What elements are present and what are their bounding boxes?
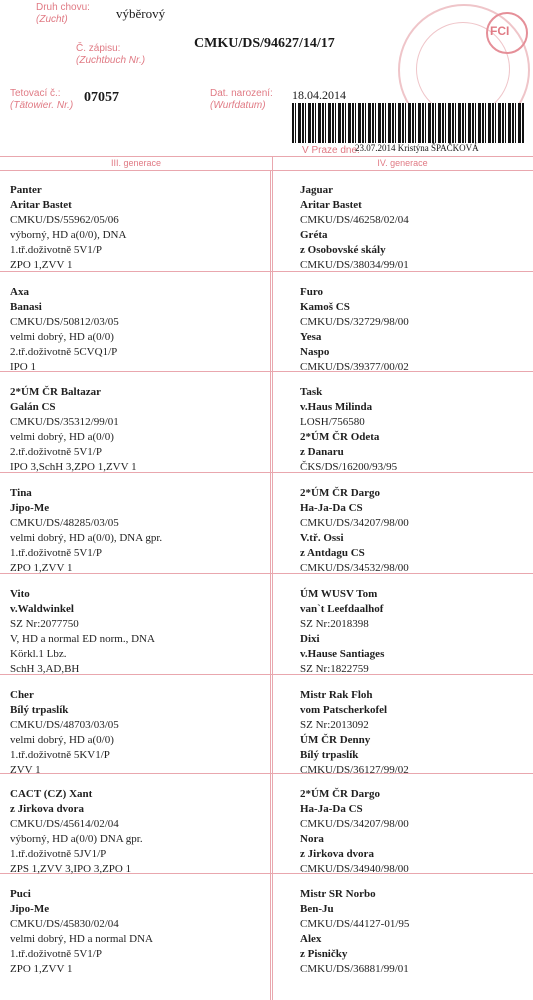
pedigree-line: SchH 3,AD,BH: [10, 663, 80, 675]
pedigree-line: velmi dobrý, HD a(0/0): [10, 734, 114, 746]
pedigree-line: velmi dobrý, HD a(0/0): [10, 331, 114, 343]
generation-4-cell: [300, 688, 409, 778]
pedigree-line: výborný, HD a(0/0), DNA: [10, 229, 127, 241]
pedigree-line: Panter: [10, 184, 42, 196]
pedigree-line: Bílý trpaslík: [10, 704, 69, 716]
druh-value: výběrový: [116, 6, 166, 21]
pedigree-line: IPO 3,SchH 3,ZPO 1,ZVV 1: [10, 461, 137, 473]
generation-3-cell: [10, 587, 155, 677]
pedigree-line: 2.tř.doživotně 5CVQ1/P: [10, 346, 118, 358]
pedigree-line: z Jirkova dvora: [10, 803, 84, 815]
pedigree-line: CMKU/DS/39377/00/02: [300, 361, 409, 373]
pedigree-line: Galán CS: [10, 401, 56, 413]
pedigree-line: Yesa: [300, 331, 322, 343]
pedigree-line: CMKU/DS/45614/02/04: [10, 818, 119, 830]
pedigree-line: SZ Nr:2013092: [300, 719, 369, 731]
pedigree-line: velmi dobrý, HD a(0/0): [10, 431, 114, 443]
pedigree-line: Kamoš CS: [300, 301, 350, 313]
generation-4-cell: [300, 385, 397, 475]
pedigree-line: CMKU/DS/34207/98/00: [300, 517, 409, 529]
pedigree-line: ZPO 1,ZVV 1: [10, 963, 73, 975]
pedigree-line: CMKU/DS/48285/03/05: [10, 517, 119, 529]
pedigree-line: Ha-Ja-Da CS: [300, 803, 363, 815]
pedigree-line: Jipo-Me: [10, 502, 50, 514]
pedigree-line: z Pisničky: [300, 948, 348, 960]
pedigree-line: Axa: [10, 286, 29, 298]
pedigree-line: ZPO 1,ZVV 1: [10, 562, 73, 574]
pedigree-line: CMKU/DS/50812/03/05: [10, 316, 119, 328]
pedigree-line: Dixi: [300, 633, 320, 645]
tetovaci-label: Tetovací č.: (Tätowier. Nr.): [10, 88, 74, 111]
pedigree-line: Puci: [10, 888, 31, 900]
pedigree-line: 2.tř.doživotně 5V1/P: [10, 446, 102, 458]
pedigree-line: CMKU/DS/36127/99/02: [300, 764, 409, 776]
pedigree-line: Jaguar: [300, 184, 333, 196]
generation-4-cell: [300, 587, 384, 677]
pedigree-line: ZPO 1,ZVV 1: [10, 259, 73, 271]
barcode: [292, 103, 524, 143]
pedigree-line: v.Haus Milinda: [300, 401, 373, 413]
generation-3-cell: [10, 486, 162, 576]
pedigree-line: CMKU/DS/34532/98/00: [300, 562, 409, 574]
pedigree-line: CMKU/DS/55962/05/06: [10, 214, 119, 226]
pedigree-line: CMKU/DS/45830/02/04: [10, 918, 119, 930]
pedigree-line: SZ Nr:2018398: [300, 618, 369, 630]
generation-4-header: IV. generace: [377, 158, 428, 168]
pedigree-line: výborný, HD a(0/0) DNA gpr.: [10, 833, 143, 845]
tetovaci-value: 07057: [84, 90, 119, 105]
table-column-divider-2: [270, 170, 271, 1000]
generation-4-cell: [300, 787, 409, 877]
pedigree-line: CMKU/DS/48703/03/05: [10, 719, 119, 731]
pedigree-line: 2*ÚM ČR Dargo: [300, 788, 381, 800]
pedigree-line: CMKU/DS/34207/98/00: [300, 818, 409, 830]
generation-3-cell: [10, 385, 137, 475]
pedigree-line: Vito: [10, 588, 30, 600]
generation-4-cell: [300, 486, 409, 576]
pedigree-line: CMKU/DS/46258/02/04: [300, 214, 409, 226]
pedigree-line: 1.tř.doživotně 5V1/P: [10, 244, 102, 256]
pedigree-line: CMKU/DS/36881/99/01: [300, 963, 409, 975]
pedigree-line: IPO 1: [10, 361, 36, 373]
pedigree-line: 2*ÚM ČR Odeta: [300, 431, 380, 443]
zapis-label: Č. zápisu: (Zuchtbuch Nr.): [76, 43, 146, 66]
pedigree-line: 1.tř.doživotně 5KV1/P: [10, 749, 110, 761]
praha-label: V Praze dne:: [302, 145, 360, 156]
pedigree-line: ZVV 1: [10, 764, 41, 776]
pedigree-line: z Antdagu CS: [300, 547, 365, 559]
table-header-line: [0, 170, 533, 171]
pedigree-line: ZPS 1,ZVV 3,IPO 3,ZPO 1: [10, 863, 132, 875]
pedigree-line: Cher: [10, 689, 34, 701]
pedigree-line: Mistr SR Norbo: [300, 888, 376, 900]
pedigree-line: CMKU/DS/34940/98/00: [300, 863, 409, 875]
generation-3-cell: [10, 688, 119, 778]
pedigree-line: Furo: [300, 286, 324, 298]
table-top-line: [0, 156, 533, 157]
pedigree-line: ÚM WUSV Tom: [300, 588, 378, 600]
pedigree-line: v.Hause Santiages: [300, 648, 385, 660]
pedigree-line: CMKU/DS/35312/99/01: [10, 416, 119, 428]
pedigree-line: V, HD a normal ED norm., DNA: [10, 633, 155, 645]
narozeni-value: 18.04.2014: [292, 88, 346, 102]
pedigree-line: CMKU/DS/38034/99/01: [300, 259, 409, 271]
pedigree-line: Naspo: [300, 346, 330, 358]
pedigree-line: Tina: [10, 487, 32, 499]
generation-3-header: III. generace: [110, 158, 162, 168]
generation-3-cell: [10, 285, 119, 375]
pedigree-line: Ha-Ja-Da CS: [300, 502, 363, 514]
generation-3-cell: [10, 183, 126, 273]
generation-4-cell: [300, 285, 409, 375]
generation-3-cell: [10, 887, 153, 977]
pedigree-line: ÚM ČR Denny: [300, 734, 371, 746]
pedigree-line: 2*ÚM ČR Dargo: [300, 487, 381, 499]
pedigree-line: Banasi: [10, 301, 42, 313]
pedigree-line: V.tř. Ossi: [300, 532, 344, 544]
pedigree-line: Körkl.1 Lbz.: [10, 648, 67, 660]
pedigree-line: Bílý trpaslík: [300, 749, 359, 761]
generation-4-cell: [300, 887, 409, 977]
pedigree-line: z Osobovské skály: [300, 244, 386, 256]
pedigree-line: Ben-Ju: [300, 903, 334, 915]
pedigree-line: Mistr Rak Floh: [300, 689, 373, 701]
pedigree-line: CMKU/DS/32729/98/00: [300, 316, 409, 328]
narozeni-label: Dat. narození: (Wurfdatum): [210, 88, 273, 111]
pedigree-line: SZ Nr:2077750: [10, 618, 79, 630]
pedigree-line: velmi dobrý, HD a normal DNA: [10, 933, 153, 945]
fci-logo-text: FCI: [490, 24, 510, 38]
pedigree-line: 1.tř.doživotně 5JV1/P: [10, 848, 107, 860]
pedigree-line: z Jirkova dvora: [300, 848, 374, 860]
praha-value: 23.07.2014 Kristýna ŠPAČKOVÁ: [355, 143, 479, 153]
pedigree-line: ČKS/DS/16200/93/95: [300, 461, 398, 473]
pedigree-line: SZ Nr:1822759: [300, 663, 369, 675]
pedigree-line: vom Patscherkofel: [300, 704, 388, 716]
pedigree-line: LOSH/756580: [300, 416, 365, 428]
pedigree-line: Aritar Bastet: [10, 199, 72, 211]
pedigree-line: velmi dobrý, HD a(0/0), DNA gpr.: [10, 532, 163, 544]
druh-label: Druh chovu: (Zucht): [36, 2, 90, 25]
pedigree-line: van`t Leefdaalhof: [300, 603, 384, 615]
pedigree-line: Alex: [300, 933, 322, 945]
pedigree-line: v.Waldwinkel: [10, 603, 74, 615]
pedigree-line: Nora: [300, 833, 324, 845]
pedigree-line: 2*ÚM ČR Baltazar: [10, 386, 102, 398]
pedigree-line: Gréta: [300, 229, 328, 241]
pedigree-line: CACT (CZ) Xant: [10, 788, 93, 800]
pedigree-line: 1.tř.doživotně 5V1/P: [10, 547, 102, 559]
pedigree-line: 1.tř.doživotně 5V1/P: [10, 948, 102, 960]
pedigree-line: Task: [300, 386, 323, 398]
pedigree-line: z Danaru: [300, 446, 344, 458]
zapis-value: CMKU/DS/94627/14/17: [194, 36, 335, 51]
pedigree-line: Aritar Bastet: [300, 199, 362, 211]
pedigree-line: Jipo-Me: [10, 903, 50, 915]
generation-3-cell: [10, 787, 143, 877]
generation-4-cell: [300, 183, 409, 273]
pedigree-line: CMKU/DS/44127-01/95: [300, 918, 410, 930]
